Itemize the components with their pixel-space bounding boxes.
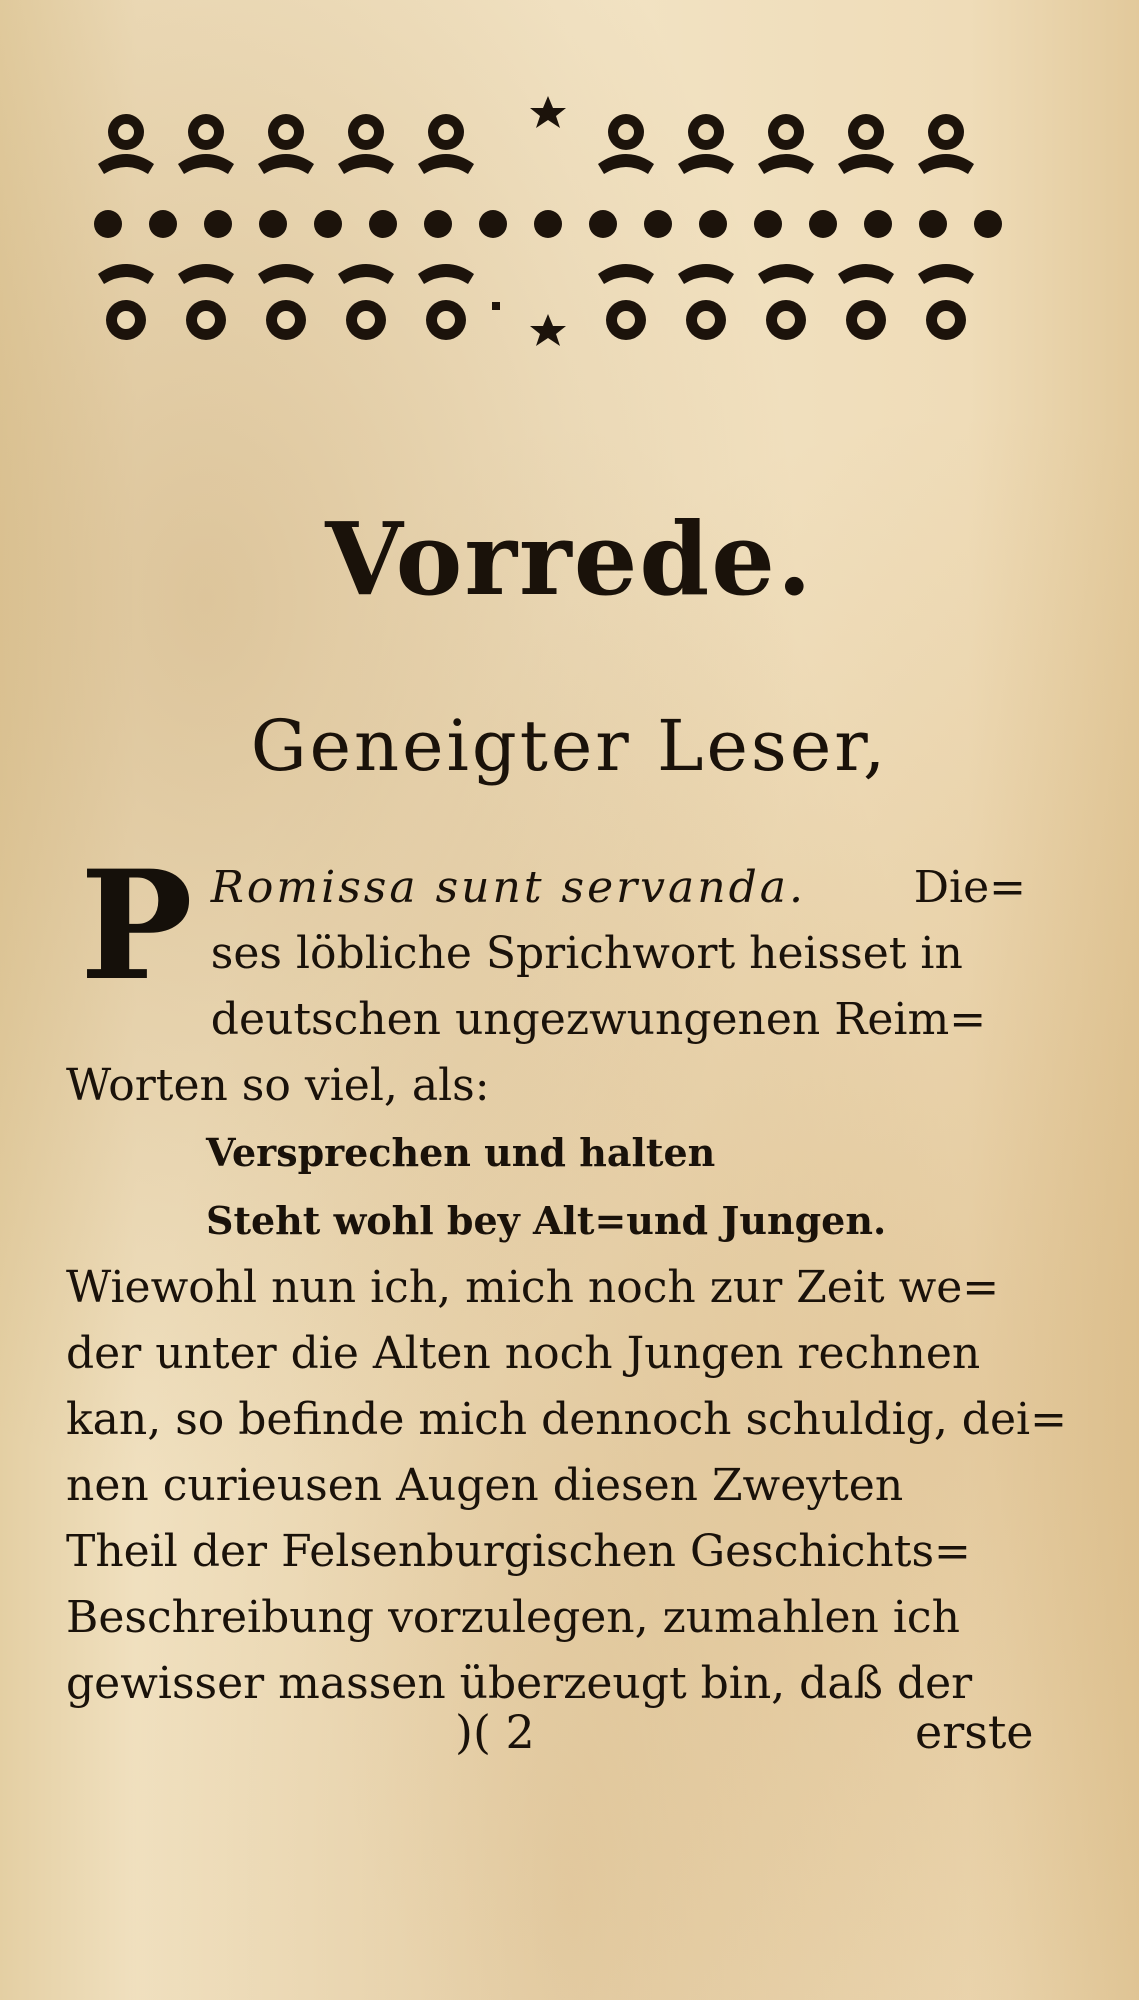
signature-mark: )( 2 (455, 1705, 535, 1759)
text-line: Worten so viel, als: (66, 1060, 490, 1111)
text-line: Wiewohl nun ich, mich noch zur Zeit we= (66, 1262, 1000, 1313)
page-footer (0, 1705, 1139, 1775)
text-line: ses löbliche Sprichwort heisset in (210, 928, 963, 979)
text-line: nen curieusen Augen diesen Zweyten (66, 1460, 904, 1511)
text-line: Theil der Felsenburgischen Geschichts= (66, 1526, 971, 1577)
text-line: Beschreibung vorzulegen, zumahlen ich (66, 1592, 960, 1643)
text-line: deutschen ungezwungenen Reim= (210, 994, 987, 1045)
flower-row-bottom (98, 264, 974, 346)
rosette-row-middle (94, 210, 1002, 238)
verse-line: Steht wohl bey Alt=und Jungen. (206, 1198, 887, 1243)
text-line (211, 855, 1026, 921)
salutation: Geneigter Leser, (250, 705, 889, 787)
drop-cap: P (80, 838, 193, 1014)
text-line: der unter die Alten noch Jungen rechnen (66, 1328, 981, 1379)
verse-line: Versprechen und halten (206, 1130, 716, 1175)
ornamental-border (88, 84, 1012, 364)
page-title: Vorrede. (325, 500, 814, 618)
latin-phrase: Romissa sunt servanda. (210, 862, 806, 913)
text-line: gewisser massen überzeugt bin, daß der (66, 1658, 973, 1709)
preface-text (66, 838, 1067, 1717)
catchword: erste (915, 1705, 1034, 1759)
text-line: kan, so befinde mich dennoch schuldig, dei= (66, 1394, 1067, 1445)
text-fragment: Die= (913, 862, 1026, 913)
flower-row-top (98, 96, 974, 174)
